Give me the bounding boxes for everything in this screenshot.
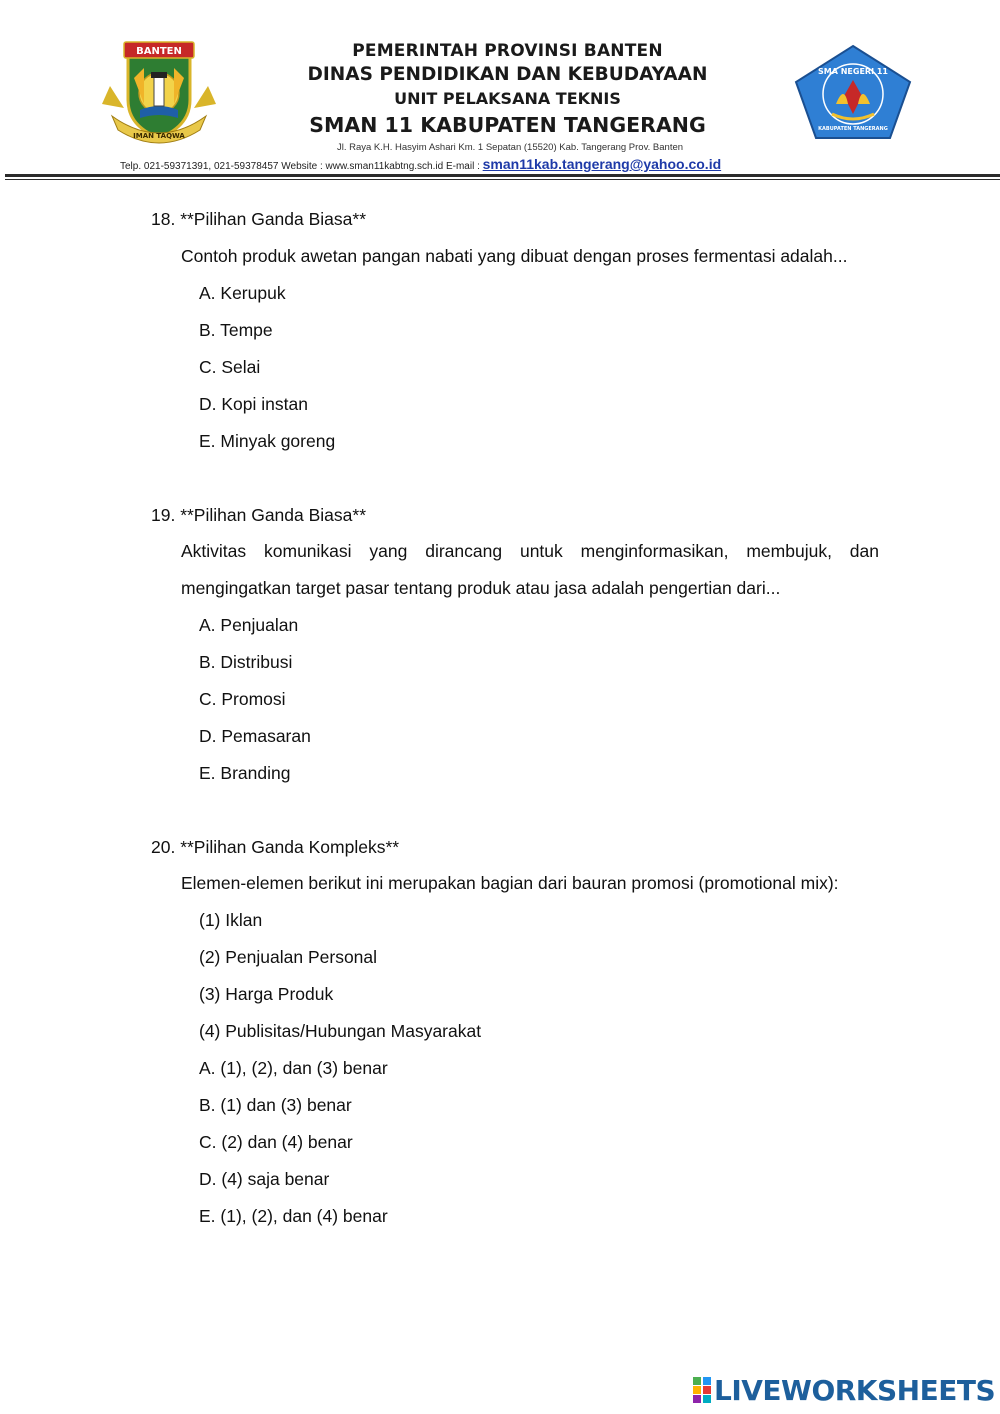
answer-options: [199, 275, 335, 460]
school-emblem-logo: [792, 44, 914, 140]
option-item[interactable]: A. Penjualan: [199, 615, 299, 635]
option-item[interactable]: C. Selai: [199, 357, 261, 377]
question-stem: Contoh produk awetan pangan nabati yang dibuat dengan proses fermentasi adalah...: [181, 246, 848, 266]
school-name: SMAN 11 KABUPATEN TANGERANG: [309, 113, 706, 137]
question-stem: Elemen-elemen berikut ini merupakan bagian dari bauran promosi (promotional mix):: [181, 873, 839, 893]
header-divider-thick: [5, 174, 1000, 177]
question-heading: 20. **Pilihan Ganda Kompleks**: [151, 837, 400, 857]
letterhead: [0, 0, 1000, 185]
option-item[interactable]: B. (1) dan (3) benar: [199, 1095, 352, 1115]
statement-item: (2) Penjualan Personal: [199, 947, 378, 967]
option-item[interactable]: E. Minyak goreng: [199, 431, 336, 451]
option-item[interactable]: D. Kopi instan: [199, 394, 308, 414]
option-item[interactable]: D. Pemasaran: [199, 726, 311, 746]
header-divider-thin: [5, 179, 1000, 180]
liveworksheets-brand[interactable]: [692, 1373, 995, 1407]
school-emblem-bottom-text: KABUPATEN TANGERANG: [818, 126, 888, 132]
statement-item: (1) Iklan: [199, 910, 263, 930]
option-item[interactable]: C. (2) dan (4) benar: [199, 1132, 353, 1152]
option-item[interactable]: B. Distribusi: [199, 652, 293, 672]
brand-name: LIVEWORKSHEETS: [714, 1373, 996, 1407]
option-item[interactable]: E. Branding: [199, 763, 291, 783]
option-item[interactable]: B. Tempe: [199, 320, 273, 340]
option-item[interactable]: D. (4) saja benar: [199, 1169, 330, 1189]
statement-item: (4) Publisitas/Hubungan Masyarakat: [199, 1021, 482, 1041]
school-emblem-ring-text: SMA NEGERI 11: [818, 67, 888, 76]
statement-item: (3) Harga Produk: [199, 984, 334, 1004]
school-address: Jl. Raya K.H. Hasyim Ashari Km. 1 Sepatan (15520) Kab. Tangerang Prov. Banten: [336, 142, 684, 153]
email-link[interactable]: sman11kab.tangerang@yahoo.co.id: [482, 156, 722, 172]
emblem-motto-text: IMAN TAQWA: [133, 132, 185, 140]
answer-options: [199, 902, 481, 1235]
answer-options: [199, 607, 311, 792]
option-item[interactable]: E. (1), (2), dan (4) benar: [199, 1206, 388, 1226]
contact-phone-website: Telp. 021-59371391, 021-59378457 Website : www.sman11kabtng.sch.id E-mail :: [120, 161, 483, 172]
question-heading: 18. **Pilihan Ganda Biasa**: [151, 209, 367, 229]
banten-emblem-logo: [100, 38, 218, 144]
question-heading: 19. **Pilihan Ganda Biasa**: [151, 505, 367, 525]
institution-heading: [230, 40, 785, 139]
liveworksheets-logo-icon: [692, 1376, 712, 1404]
question-stem: Aktivitas komunikasi yang dirancang untuk menginformasikan, membujuk, dan mengingatkan target pasar tentang produk atau jasa adalah pengertian dari...: [181, 541, 879, 598]
government-title: PEMERINTAH PROVINSI BANTEN: [352, 41, 663, 61]
department-title: DINAS PENDIDIKAN DAN KEBUDAYAAN: [307, 64, 708, 85]
option-item[interactable]: C. Promosi: [199, 689, 286, 709]
school-contact: [120, 156, 880, 172]
option-item[interactable]: A. (1), (2), dan (3) benar: [199, 1058, 388, 1078]
option-item[interactable]: A. Kerupuk: [199, 283, 286, 303]
unit-title: UNIT PELAKSANA TEKNIS: [394, 89, 621, 108]
emblem-banner-text: BANTEN: [136, 46, 182, 57]
